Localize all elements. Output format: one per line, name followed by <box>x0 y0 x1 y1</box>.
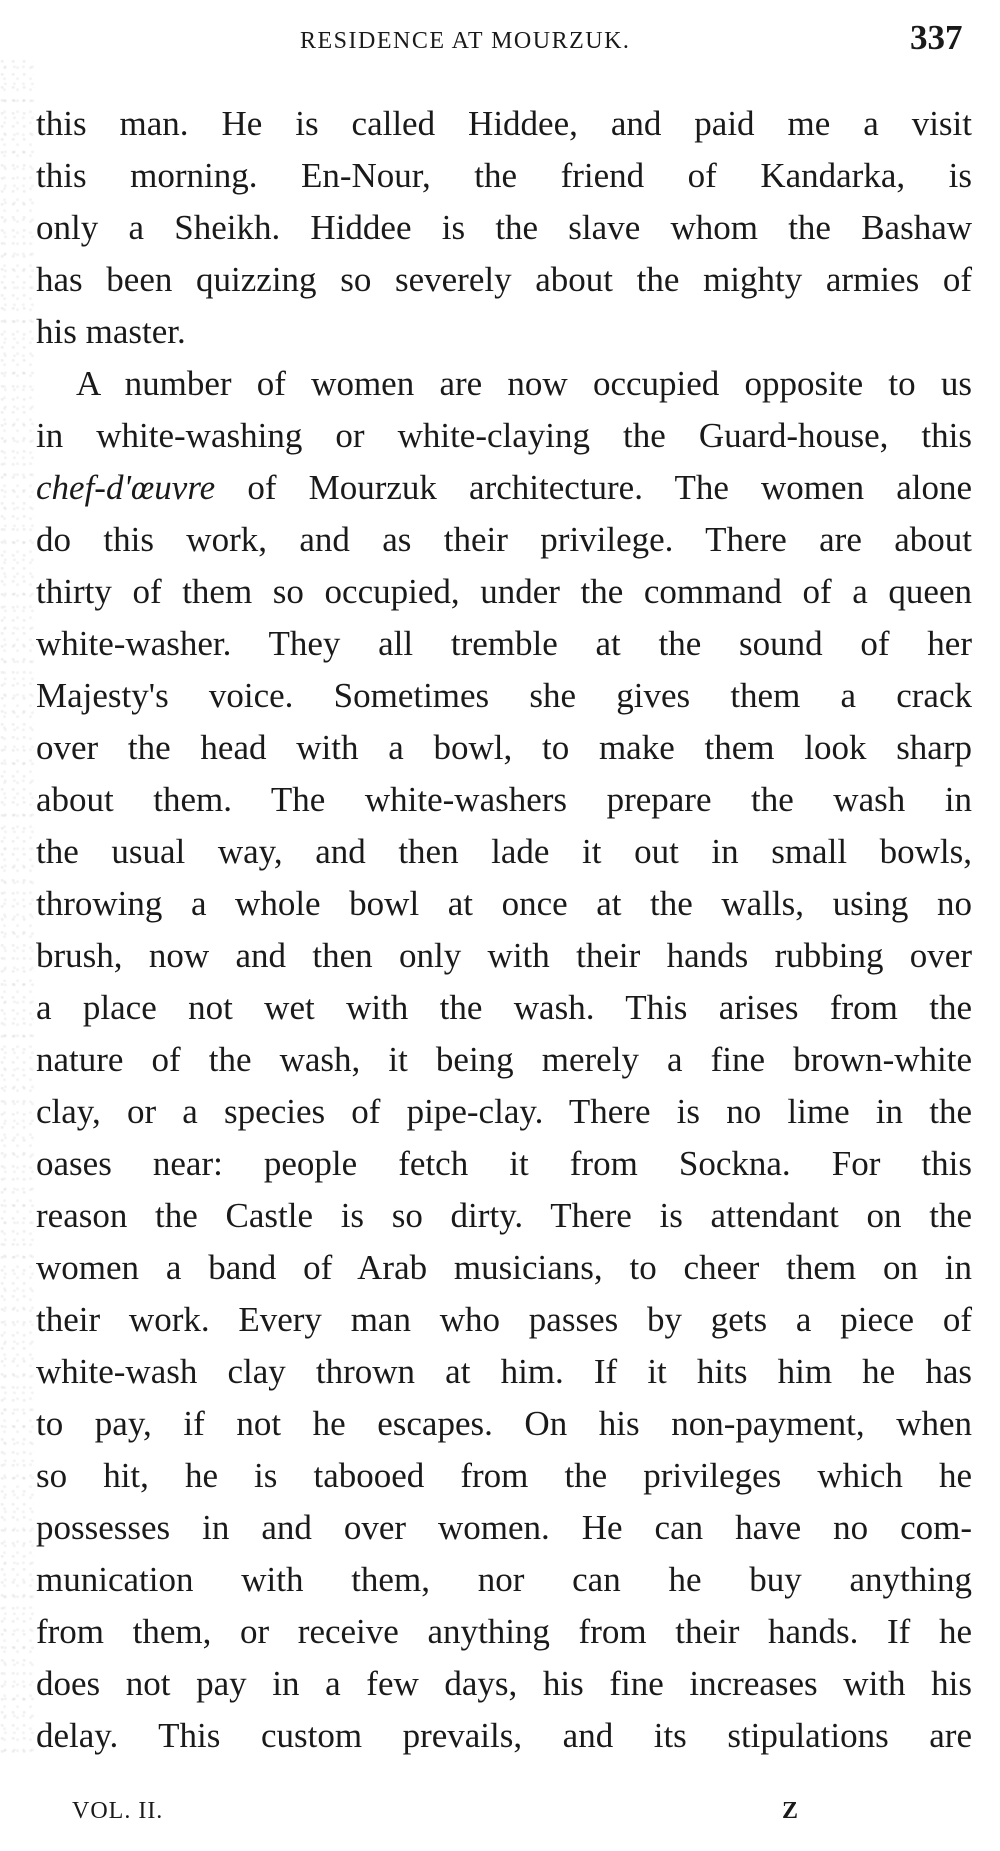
text-line: over the head with a bowl, to make them look sharp <box>36 728 972 767</box>
text-line: in white-washing or white-claying the Guard-house, this <box>36 416 972 455</box>
text-line: their work. Every man who passes by gets a piece of <box>36 1300 972 1339</box>
page-number: 337 <box>910 18 963 57</box>
text-line: from them, or receive anything from their hands. If he <box>36 1612 972 1651</box>
running-title: RESIDENCE AT MOURZUK. <box>300 28 631 54</box>
text-line: clay, or a species of pipe-clay. There is no lime in the <box>36 1092 972 1131</box>
text-line: reason the Castle is so dirty. There is attendant on the <box>36 1196 972 1235</box>
text-line-with-italic <box>36 462 972 514</box>
text-line-remainder: of Mourzuk architecture. The women alone <box>247 468 972 507</box>
text-line: does not pay in a few days, his fine increases with his <box>36 1664 972 1703</box>
page-footer <box>0 1798 1000 1838</box>
text-line: so hit, he is tabooed from the privileges which he <box>36 1456 972 1495</box>
text-line: munication with them, nor can he buy anything <box>36 1560 972 1599</box>
text-line: only a Sheikh. Hiddee is the slave whom the Bashaw <box>36 208 972 247</box>
text-line: Majesty's voice. Sometimes she gives them a crack <box>36 676 972 715</box>
body-text <box>36 98 972 1762</box>
text-line: his master. <box>36 312 186 351</box>
signature-mark: Z <box>782 1798 799 1824</box>
text-line: brush, now and then only with their hands rubbing over <box>36 936 972 975</box>
text-line: a place not wet with the wash. This arises from the <box>36 988 972 1027</box>
italic-phrase: chef-d'œuvre <box>36 468 216 507</box>
text-line: the usual way, and then lade it out in small bowls, <box>36 832 972 871</box>
volume-mark: VOL. II. <box>72 1798 164 1824</box>
text-line: thirty of them so occupied, under the command of a queen <box>36 572 972 611</box>
text-line: nature of the wash, it being merely a fine brown-white <box>36 1040 972 1079</box>
text-line: throwing a whole bowl at once at the walls, using no <box>36 884 972 923</box>
text-line: this man. He is called Hiddee, and paid me a visit <box>36 104 972 143</box>
text-line: about them. The white-washers prepare the wash in <box>36 780 972 819</box>
text-line: oases near: people fetch it from Sockna. For this <box>36 1144 972 1183</box>
text-line: this morning. En-Nour, the friend of Kandarka, is <box>36 156 972 195</box>
page-header <box>0 18 1000 68</box>
scan-speckle <box>0 60 34 1760</box>
text-line: white-wash clay thrown at him. If it hits him he has <box>36 1352 972 1391</box>
text-line: to pay, if not he escapes. On his non-payment, when <box>36 1404 972 1443</box>
text-line: white-washer. They all tremble at the sound of her <box>36 624 972 663</box>
text-line: do this work, and as their privilege. There are about <box>36 520 972 559</box>
text-line: possesses in and over women. He can have no com- <box>36 1508 972 1547</box>
text-line: delay. This custom prevails, and its stipulations are <box>36 1716 972 1755</box>
text-line: has been quizzing so severely about the mighty armies of <box>36 260 972 299</box>
text-line: women a band of Arab musicians, to cheer them on in <box>36 1248 972 1287</box>
text-line: A number of women are now occupied opposite to us <box>76 364 972 403</box>
